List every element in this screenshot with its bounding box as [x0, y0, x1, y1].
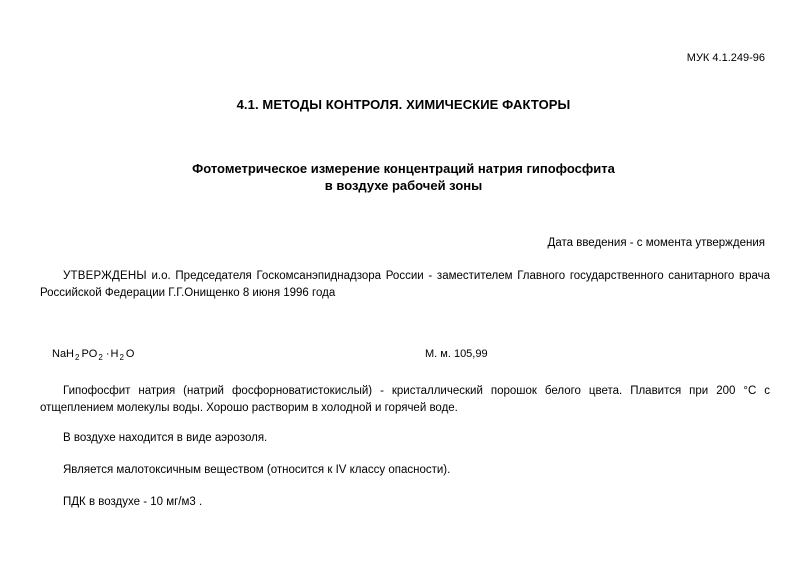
approval-text: и.о. Председателя Госкомсанэпиднадзора России - заместителем Главного государственного санитарного врача Российской Федерации Г.Г.Онищенко 8 июня 1996 года	[40, 270, 770, 299]
paragraph-aerosol: В воздухе находится в виде аэрозоля.	[63, 432, 268, 444]
formula-sub-2: 2	[98, 353, 103, 362]
approval-statement	[40, 268, 770, 302]
paragraph-toxicity: Является малотоксичным веществом (относится к IV классу опасности).	[63, 464, 451, 476]
section-title: 4.1. МЕТОДЫ КОНТРОЛЯ. ХИМИЧЕСКИЕ ФАКТОРЫ	[236, 97, 571, 112]
introduction-date: Дата введения - с момента утверждения	[547, 237, 765, 249]
formula-part-3: H	[110, 348, 119, 360]
document-title-line-2: в воздухе рабочей зоны	[324, 178, 483, 193]
formula-dot: ·	[105, 348, 110, 360]
chemical-formula	[52, 348, 134, 362]
paragraph-mac: ПДК в воздухе - 10 мг/м3 .	[63, 496, 203, 508]
formula-part-2: PO	[81, 348, 98, 360]
document-title	[0, 160, 807, 194]
paragraph-description: Гипофосфит натрия (натрий фосфорноватистокислый) - кристаллический порошок белого цвета. Плавится при 200 °С с отщеплением молекулы воды. Хорошо растворим в холодной и горячей воде.	[40, 385, 770, 414]
formula-part-4: O	[125, 348, 135, 360]
document-title-line-1: Фотометрическое измерение концентраций натрия гипофосфита	[192, 161, 615, 176]
formula-sub-1: 2	[75, 353, 80, 362]
formula-part-1: NaH	[52, 348, 75, 360]
approval-caps-label: УТВЕРЖДЕНЫ	[63, 270, 147, 282]
molar-mass: М. м. 105,99	[425, 348, 488, 360]
document-code: МУК 4.1.249-96	[686, 52, 765, 64]
formula-sub-3: 2	[119, 353, 124, 362]
